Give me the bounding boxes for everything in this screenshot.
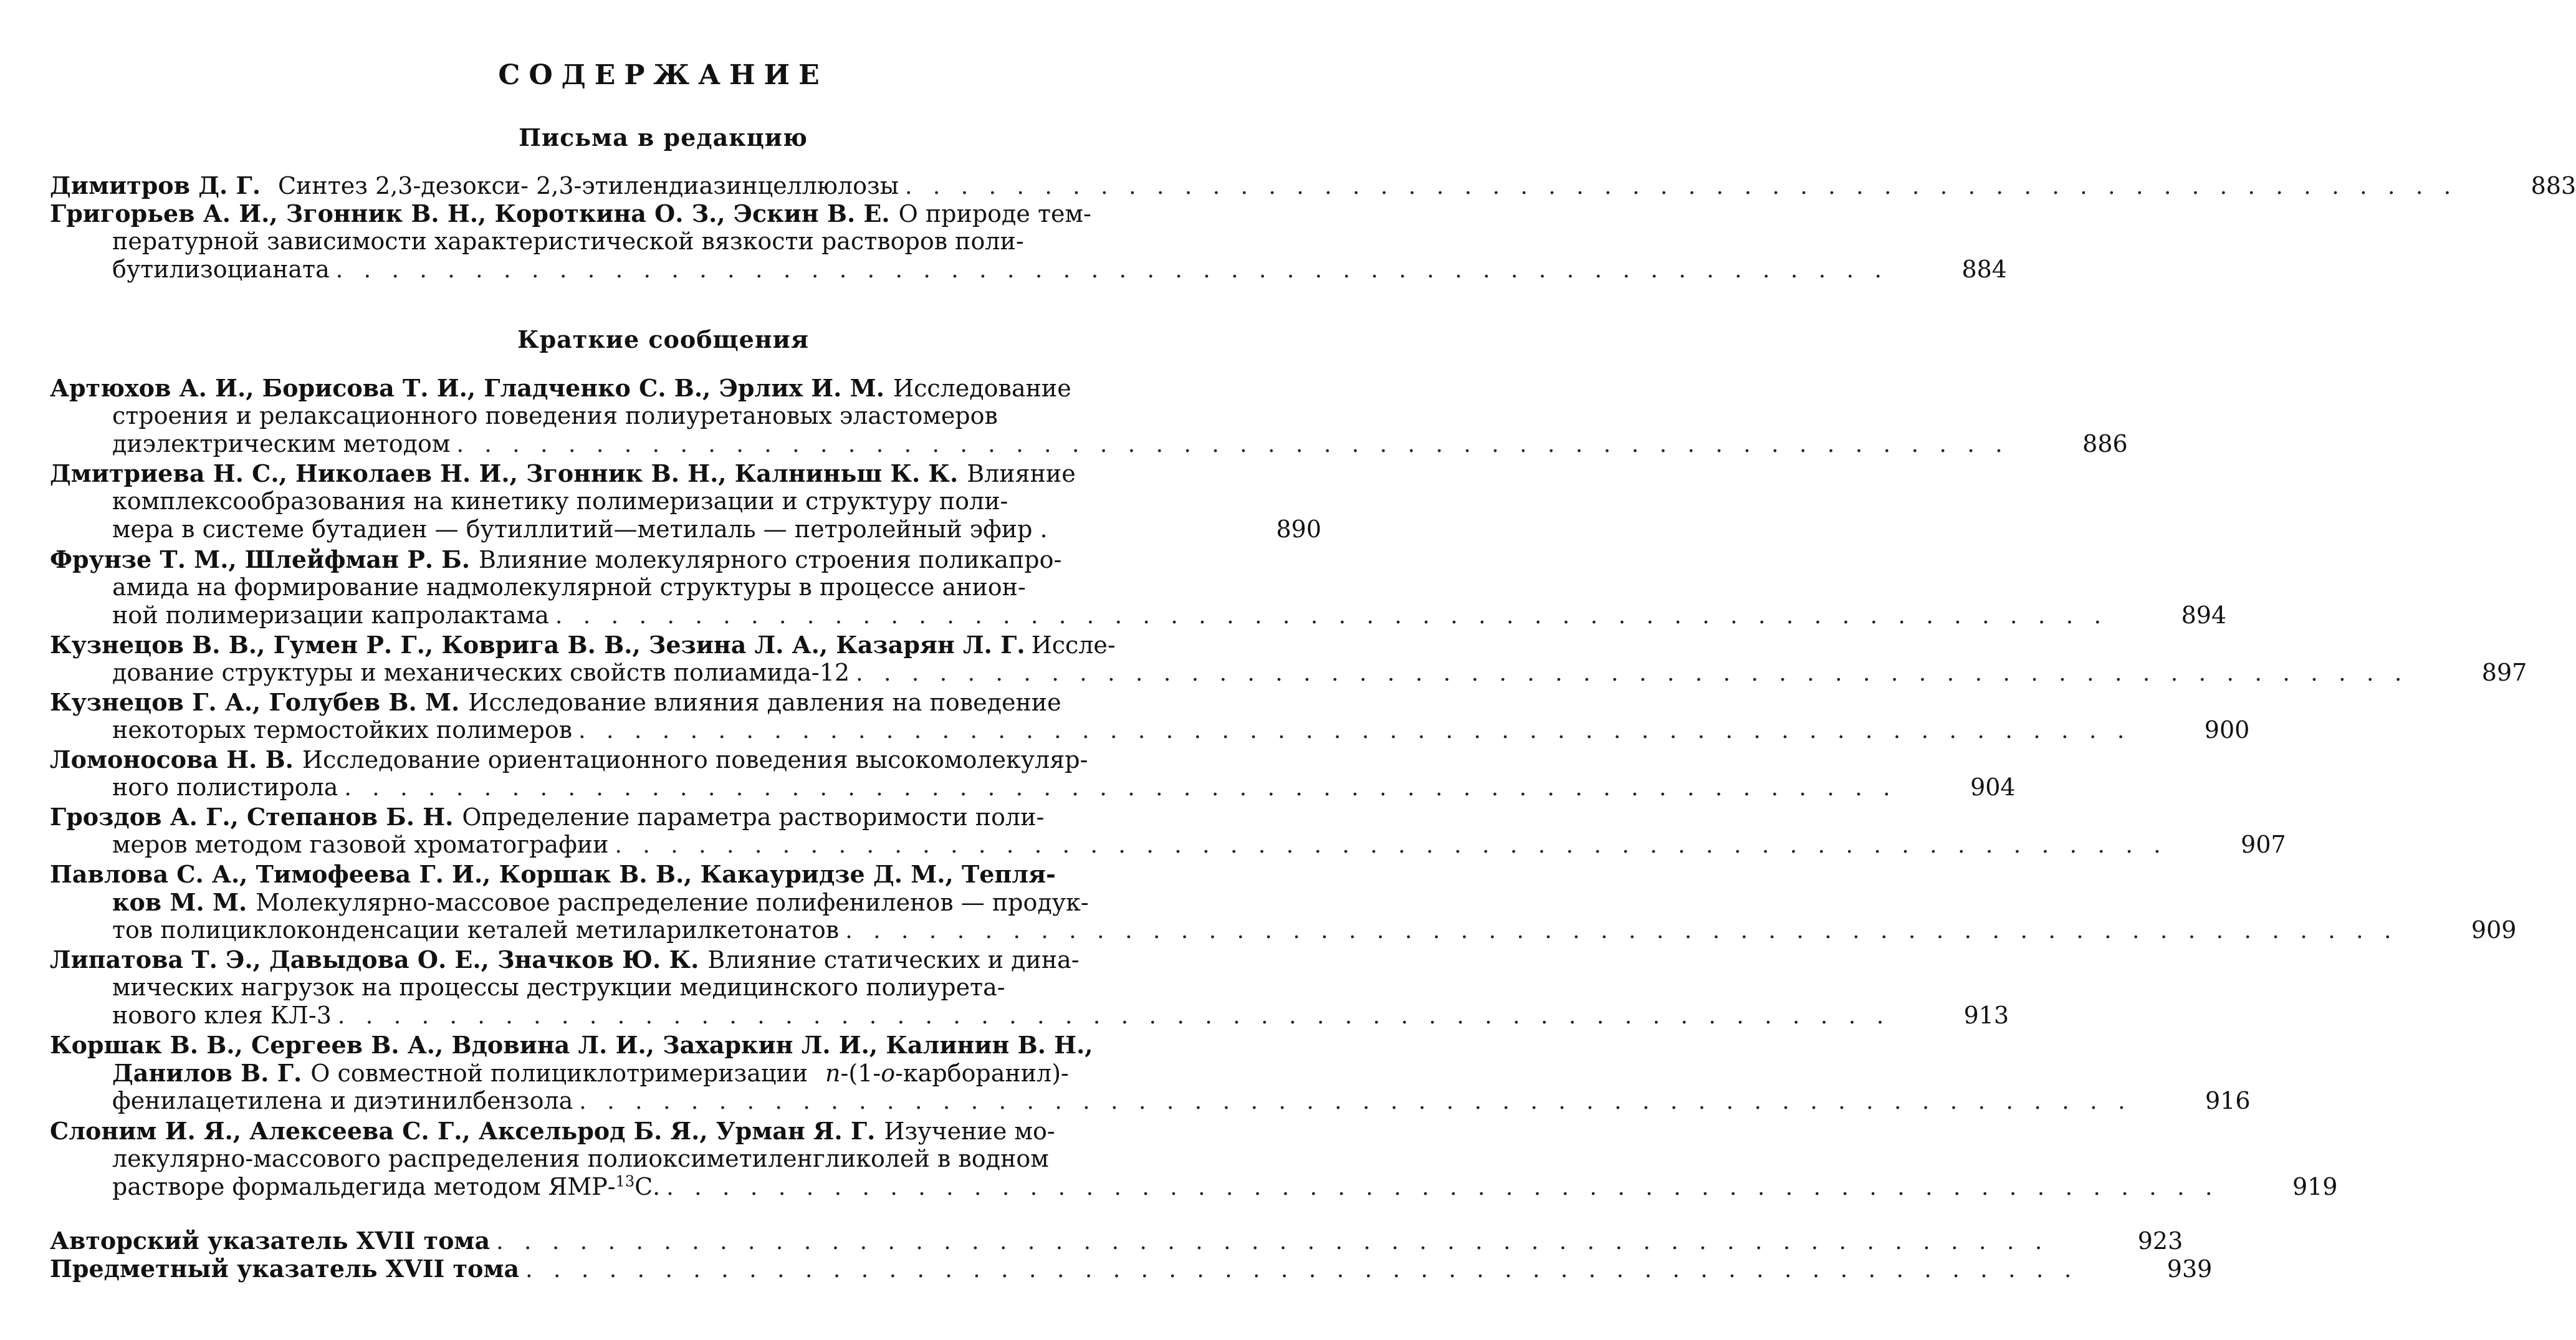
entry-title: Влияние статических и дина- bbox=[707, 946, 1080, 974]
entry-title: -карборанил)- bbox=[895, 1060, 1069, 1087]
toc-entry bbox=[50, 745, 2016, 802]
entry-authors: Ломоносова Н. В. bbox=[50, 745, 294, 773]
dot-leader: . . . . . . . . . . . . . . . . . . . . . . . . . . . . . . . . . . . . . . . . . . . . . . . . . . . . . . . . bbox=[845, 918, 2398, 944]
entry-title: комплексообразования на кинетику полимеризации и структуру поли- bbox=[112, 487, 1008, 515]
entry-title: некоторых термостойких полимеров bbox=[112, 716, 573, 744]
entry-title: О природе тем- bbox=[898, 200, 1091, 227]
entry-authors: Коршак В. В., Сергеев В. А., Вдовина Л. И., Захаркин Л. И., Калинин В. Н., bbox=[50, 1031, 1093, 1059]
entry-title: мических нагрузок на процессы деструкции медицинского полиурета- bbox=[112, 974, 1005, 1001]
page-number: 894 bbox=[2181, 601, 2227, 629]
page-number: 884 bbox=[1961, 256, 2007, 283]
entry-title: Иссле- bbox=[1031, 631, 1116, 659]
toc-entry bbox=[50, 860, 2517, 944]
page-number: 897 bbox=[2481, 659, 2527, 686]
dot-leader: . . . . . . . . . . . . . . . . . . . . . . . . . . . . . . . . . . . . . . . . . . . . . . . . . . . . . . . . bbox=[344, 775, 1897, 801]
dot-leader: . . . . . . . . . . . . . . . . . . . . . . . . . . . . . . . . . . . . . . . . . . . . . . . . . . . . . . . . bbox=[579, 1089, 2132, 1114]
dot-leader: . . . . . . . . . . . . . . . . . . . . . . . . . . . . . . . . . . . . . . . . . . . . . . . . . . . . . . . . bbox=[525, 1257, 2079, 1283]
index-entry-subject bbox=[50, 1255, 2213, 1283]
entry-title: лекулярно-массового распределения полиоксиметиленгликолей в водном bbox=[112, 1145, 1049, 1172]
toc-entry bbox=[50, 1031, 2251, 1115]
page-number: 890 bbox=[1276, 515, 1321, 543]
page-number: 913 bbox=[1963, 1002, 2009, 1029]
entry-title: пературной зависимости характеристической вязкости растворов поли- bbox=[112, 227, 1024, 255]
entry-title: диэлектрическим методом bbox=[112, 430, 451, 457]
page-number: 886 bbox=[2082, 430, 2128, 457]
page-number: 923 bbox=[2137, 1227, 2183, 1255]
entry-authors: Данилов В. Г. bbox=[112, 1059, 302, 1087]
dot-leader: . . . . . . . . . . . . . . . . . . . . . . . . . . . . . . . . . . . . . . . . . . . . . . . . . . . . . . . . bbox=[335, 257, 1889, 283]
toc-entry bbox=[50, 631, 2527, 687]
entry-title: нового клея КЛ-3 bbox=[112, 1002, 332, 1029]
page-number: 916 bbox=[2205, 1087, 2251, 1114]
toc-entry bbox=[50, 688, 2250, 744]
entry-authors: Фрунзе Т. М., Шлейфман Р. Б. bbox=[50, 545, 470, 573]
entry-title: Исследование влияния давления на поведение bbox=[468, 689, 1061, 716]
toc-entry bbox=[50, 171, 2576, 199]
entry-title: тов полициклоконденсации кеталей метиларилкетонатов bbox=[112, 916, 840, 944]
entry-title: Влияние bbox=[967, 460, 1076, 487]
dot-leader: . . . . . . . . . . . . . . . . . . . . . . . . . . . . . . . . . . . . . . . . . . . . . . . . . . . . . . . . bbox=[496, 1229, 2049, 1255]
section-title-short: Краткие сообщения bbox=[517, 325, 809, 353]
page-title: СОДЕРЖАНИЕ bbox=[498, 59, 828, 91]
entry-authors: Павлова С. А., Тимофеева Г. И., Коршак В. В., Какауридзе Д. М., Тепля- bbox=[50, 860, 1056, 888]
entry-title: Определение параметра растворимости поли- bbox=[462, 803, 1045, 831]
entry-title: Молекулярно-массовое распределение полифениленов — продук- bbox=[256, 889, 1089, 916]
entry-authors: Григорьев А. И., Згонник В. Н., Короткина О. З., Эскин В. Е. bbox=[50, 199, 890, 227]
index-entry-author bbox=[50, 1227, 2183, 1255]
toc-entry bbox=[50, 199, 2007, 284]
toc-entry bbox=[50, 459, 1321, 543]
entry-authors: Артюхов А. И., Борисова Т. И., Гладченко С. В., Эрлих И. М. bbox=[50, 374, 884, 402]
entry-title: Влияние молекулярного строения поликапро- bbox=[478, 546, 1062, 573]
entry-title: О совместной полициклотримеризации bbox=[310, 1060, 808, 1087]
entry-authors: Липатова Т. Э., Давыдова О. Е., Значков Ю. К. bbox=[50, 945, 699, 974]
page-number: 919 bbox=[2292, 1173, 2338, 1200]
entry-title: растворе формальдегида методом ЯМР-$^{13}$С. bbox=[112, 1172, 661, 1200]
entry-title: меров методом газовой хроматографии bbox=[112, 831, 609, 858]
entry-title-italic: о bbox=[881, 1060, 896, 1087]
page-number: 909 bbox=[2471, 916, 2517, 944]
dot-leader: . . . . . . . . . . . . . . . . . . . . . . . . . . . . . . . . . . . . . . . . . . . . . . . . . . . . . . . . bbox=[337, 1003, 1891, 1029]
entry-title: -(1- bbox=[840, 1060, 881, 1087]
entry-title: дование структуры и механических свойств полиамида-12 bbox=[112, 659, 850, 686]
dot-leader: . . . . . . . . . . . . . . . . . . . . . . . . . . . . . . . . . . . . . . . . . . . . . . . . . . . . . . . . bbox=[856, 661, 2409, 686]
dot-leader: . . . . . . . . . . . . . . . . . . . . . . . . . . . . . . . . . . . . . . . . . . . . . . . . . . . . . . . . bbox=[555, 603, 2109, 629]
dot-leader: . . . . . . . . . . . . . . . . . . . . . . . . . . . . . . . . . . . . . . . . . . . . . . . . . . . . . . . . bbox=[615, 833, 2168, 858]
page-number: 907 bbox=[2241, 831, 2286, 858]
dot-leader: . . . . . . . . . . . . . . . . . . . . . . . . . . . . . . . . . . . . . . . . . . . . . . . . . . . . . . . . bbox=[578, 718, 2132, 744]
entry-authors: Дмитриева Н. С., Николаев Н. И., Згонник В. Н., Калниньш К. К. bbox=[50, 459, 959, 487]
dot-leader: . . . . . . . . . . . . . . . . . . . . . . . . . . . . . . . . . . . . . . . . . . . . . . . . . . . . . . . . bbox=[666, 1175, 2219, 1200]
toc-entry bbox=[50, 545, 2227, 629]
toc-entry bbox=[50, 374, 2128, 458]
toc-entry bbox=[50, 945, 2009, 1030]
entry-title: фенилацетилена и диэтинилбензола bbox=[112, 1087, 573, 1114]
entry-authors: Димитров Д. Г. bbox=[50, 171, 261, 199]
entry-title: Синтез 2,3-дезокси- 2,3-этилендиазинцеллюлозы bbox=[277, 172, 899, 199]
entry-title-italic: п bbox=[825, 1060, 841, 1087]
entry-authors: Кузнецов В. В., Гумен Р. Г., Коврига В. В., Зезина Л. А., Казарян Л. Г. bbox=[50, 631, 1025, 659]
entry-title: строения и релаксационного поведения полиуретановых эластомеров bbox=[112, 402, 998, 429]
entry-authors: Кузнецов Г. А., Голубев В. М. bbox=[50, 688, 460, 716]
entry-title: ной полимеризации капролактама bbox=[112, 601, 549, 629]
page-number: 900 bbox=[2204, 716, 2250, 744]
entry-authors: ков М. М. bbox=[112, 888, 247, 916]
entry-title: Исследование bbox=[893, 375, 1071, 402]
section-title-letters: Письма в редакцию bbox=[519, 123, 808, 151]
dot-leader: . . . . . . . . . . . . . . . . . . . . . . . . . . . . . . . . . . . . . . . . . . . . . . . . . . . . . . . . bbox=[456, 432, 2009, 457]
dot-leader: . . . . . . . . . . . . . . . . . . . . . . . . . . . . . . . . . . . . . . . . . . . . . . . . . . . . . . . . bbox=[904, 174, 2458, 199]
page-number: 883 bbox=[2531, 172, 2576, 199]
entry-title: амида на формирование надмолекулярной структуры в процессе анион- bbox=[112, 573, 1026, 601]
toc-entry bbox=[50, 803, 2286, 859]
entry-title: ного полистирола bbox=[112, 773, 338, 801]
index-label: Авторский указатель XVII тома bbox=[50, 1227, 491, 1255]
entry-title: Изучение мо- bbox=[884, 1117, 1055, 1145]
entry-title: мера в системе бутадиен — бутиллитий—метилаль — петролейный эфир . bbox=[112, 515, 1048, 543]
page-number: 904 bbox=[1970, 773, 2016, 801]
entry-title: Исследование ориентационного поведения высокомолекуляр- bbox=[302, 746, 1088, 773]
index-label: Предметный указатель XVII тома bbox=[50, 1255, 520, 1283]
entry-title: бутилизоцианата bbox=[112, 256, 330, 283]
entry-authors: Гроздов А. Г., Степанов Б. Н. bbox=[50, 803, 454, 831]
page-number: 939 bbox=[2167, 1255, 2213, 1283]
superscript-isotope: 13 bbox=[615, 1172, 635, 1190]
toc-entry bbox=[50, 1117, 2338, 1201]
entry-authors: Слоним И. Я., Алексеева С. Г., Аксельрод Б. Я., Урман Я. Г. bbox=[50, 1117, 876, 1145]
